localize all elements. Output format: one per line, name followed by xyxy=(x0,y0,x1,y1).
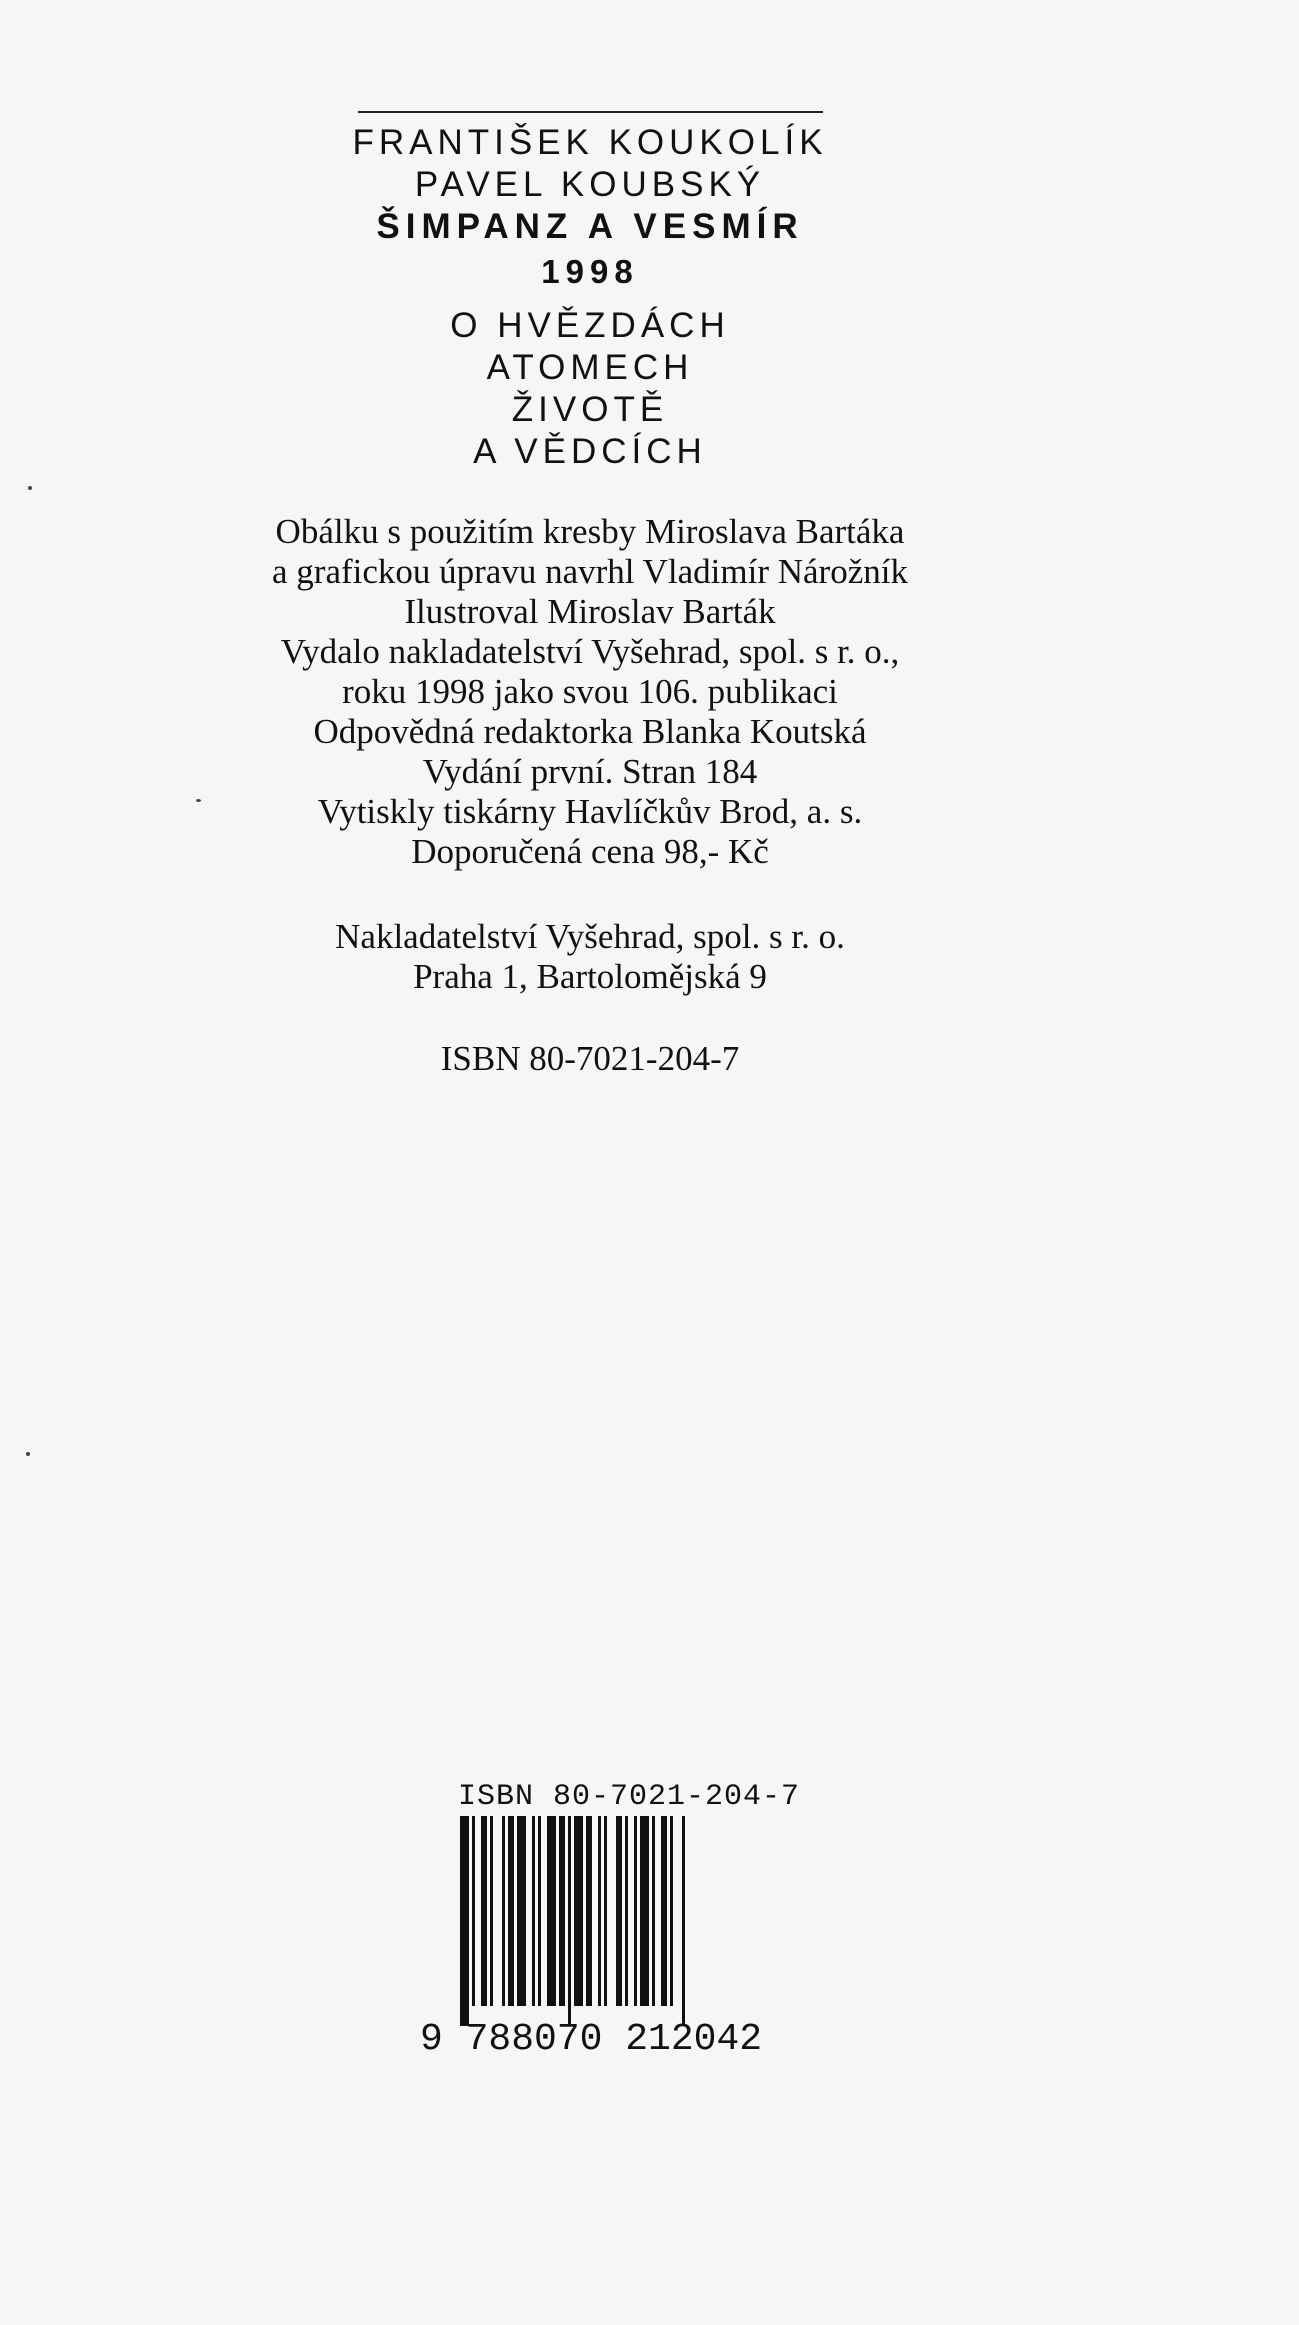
author-1: FRANTIŠEK KOUKOLÍK xyxy=(352,123,828,162)
barcode-bar xyxy=(670,1816,673,2006)
barcode-bar xyxy=(661,1816,667,2006)
barcode-bar xyxy=(586,1816,592,2006)
subtitle-line-4: A VĚDCÍCH xyxy=(473,432,707,471)
barcode-bar xyxy=(547,1816,556,2006)
imprint-line-2: a grafickou úpravu navrhl Vladimír Nárožník xyxy=(272,552,908,591)
barcode-bar xyxy=(460,1816,469,2026)
barcode-bar xyxy=(574,1816,583,2006)
publisher-line-1: Nakladatelství Vyšehrad, spol. s r. o. xyxy=(335,917,845,956)
subtitle-line-2: ATOMECH xyxy=(486,348,694,387)
imprint-line-6: Odpovědná redaktorka Blanka Koutská xyxy=(313,712,867,751)
isbn-text: ISBN 80-7021-204-7 xyxy=(440,1039,740,1078)
barcode-bar xyxy=(481,1816,487,2006)
barcode-bar xyxy=(682,1816,685,2026)
barcode-bar xyxy=(652,1816,655,2006)
imprint-line-5: roku 1998 jako svou 106. publikaci xyxy=(342,672,838,711)
barcode-top-text: ISBN 80-7021-204-7 xyxy=(458,1780,801,1814)
barcode-bar xyxy=(640,1816,649,2006)
barcode-bar xyxy=(568,1816,571,2026)
imprint-line-1: Obálku s použitím kresby Miroslava Bartáka xyxy=(275,512,905,551)
barcode-bar xyxy=(616,1816,622,2006)
barcode-bar xyxy=(598,1816,601,2006)
barcode-bar xyxy=(604,1816,607,2006)
imprint-line-4: Vydalo nakladatelství Vyšehrad, spol. s r. o., xyxy=(280,632,900,671)
barcode-bar xyxy=(502,1816,505,2006)
imprint-line-7: Vydání první. Stran 184 xyxy=(422,752,758,791)
barcode-bar xyxy=(472,1816,475,2006)
barcode-bar xyxy=(538,1816,541,2006)
subtitle-line-3: ŽIVOTĚ xyxy=(511,390,669,429)
barcode-bar xyxy=(532,1816,535,2006)
barcode-bar xyxy=(559,1816,565,2006)
publisher-line-2: Praha 1, Bartolomějská 9 xyxy=(413,957,767,996)
isbn-barcode xyxy=(420,1780,801,2061)
subtitle-line-1: O HVĚZDÁCH xyxy=(450,306,730,345)
imprint-line-8: Vytiskly tiskárny Havlíčkův Brod, a. s. xyxy=(317,792,863,831)
speck xyxy=(26,1452,30,1456)
speck xyxy=(28,486,32,490)
year: 1998 xyxy=(541,253,639,290)
barcode-bar xyxy=(634,1816,637,2006)
book-title: ŠIMPANZ A VESMÍR xyxy=(376,207,804,246)
barcode-bar xyxy=(517,1816,526,2006)
barcode-bottom-text: 9 788070 212042 xyxy=(420,2018,763,2061)
imprint-line-3: Ilustroval Miroslav Barták xyxy=(404,592,776,631)
speck xyxy=(196,799,201,802)
top-rule xyxy=(358,111,823,113)
author-2: PAVEL KOUBSKÝ xyxy=(414,165,766,204)
imprint-line-9: Doporučená cena 98,- Kč xyxy=(411,832,769,871)
barcode-bar xyxy=(625,1816,628,2006)
barcode-bar xyxy=(508,1816,514,2006)
barcode-bar xyxy=(490,1816,493,2006)
barcode-bars xyxy=(458,1816,758,2026)
